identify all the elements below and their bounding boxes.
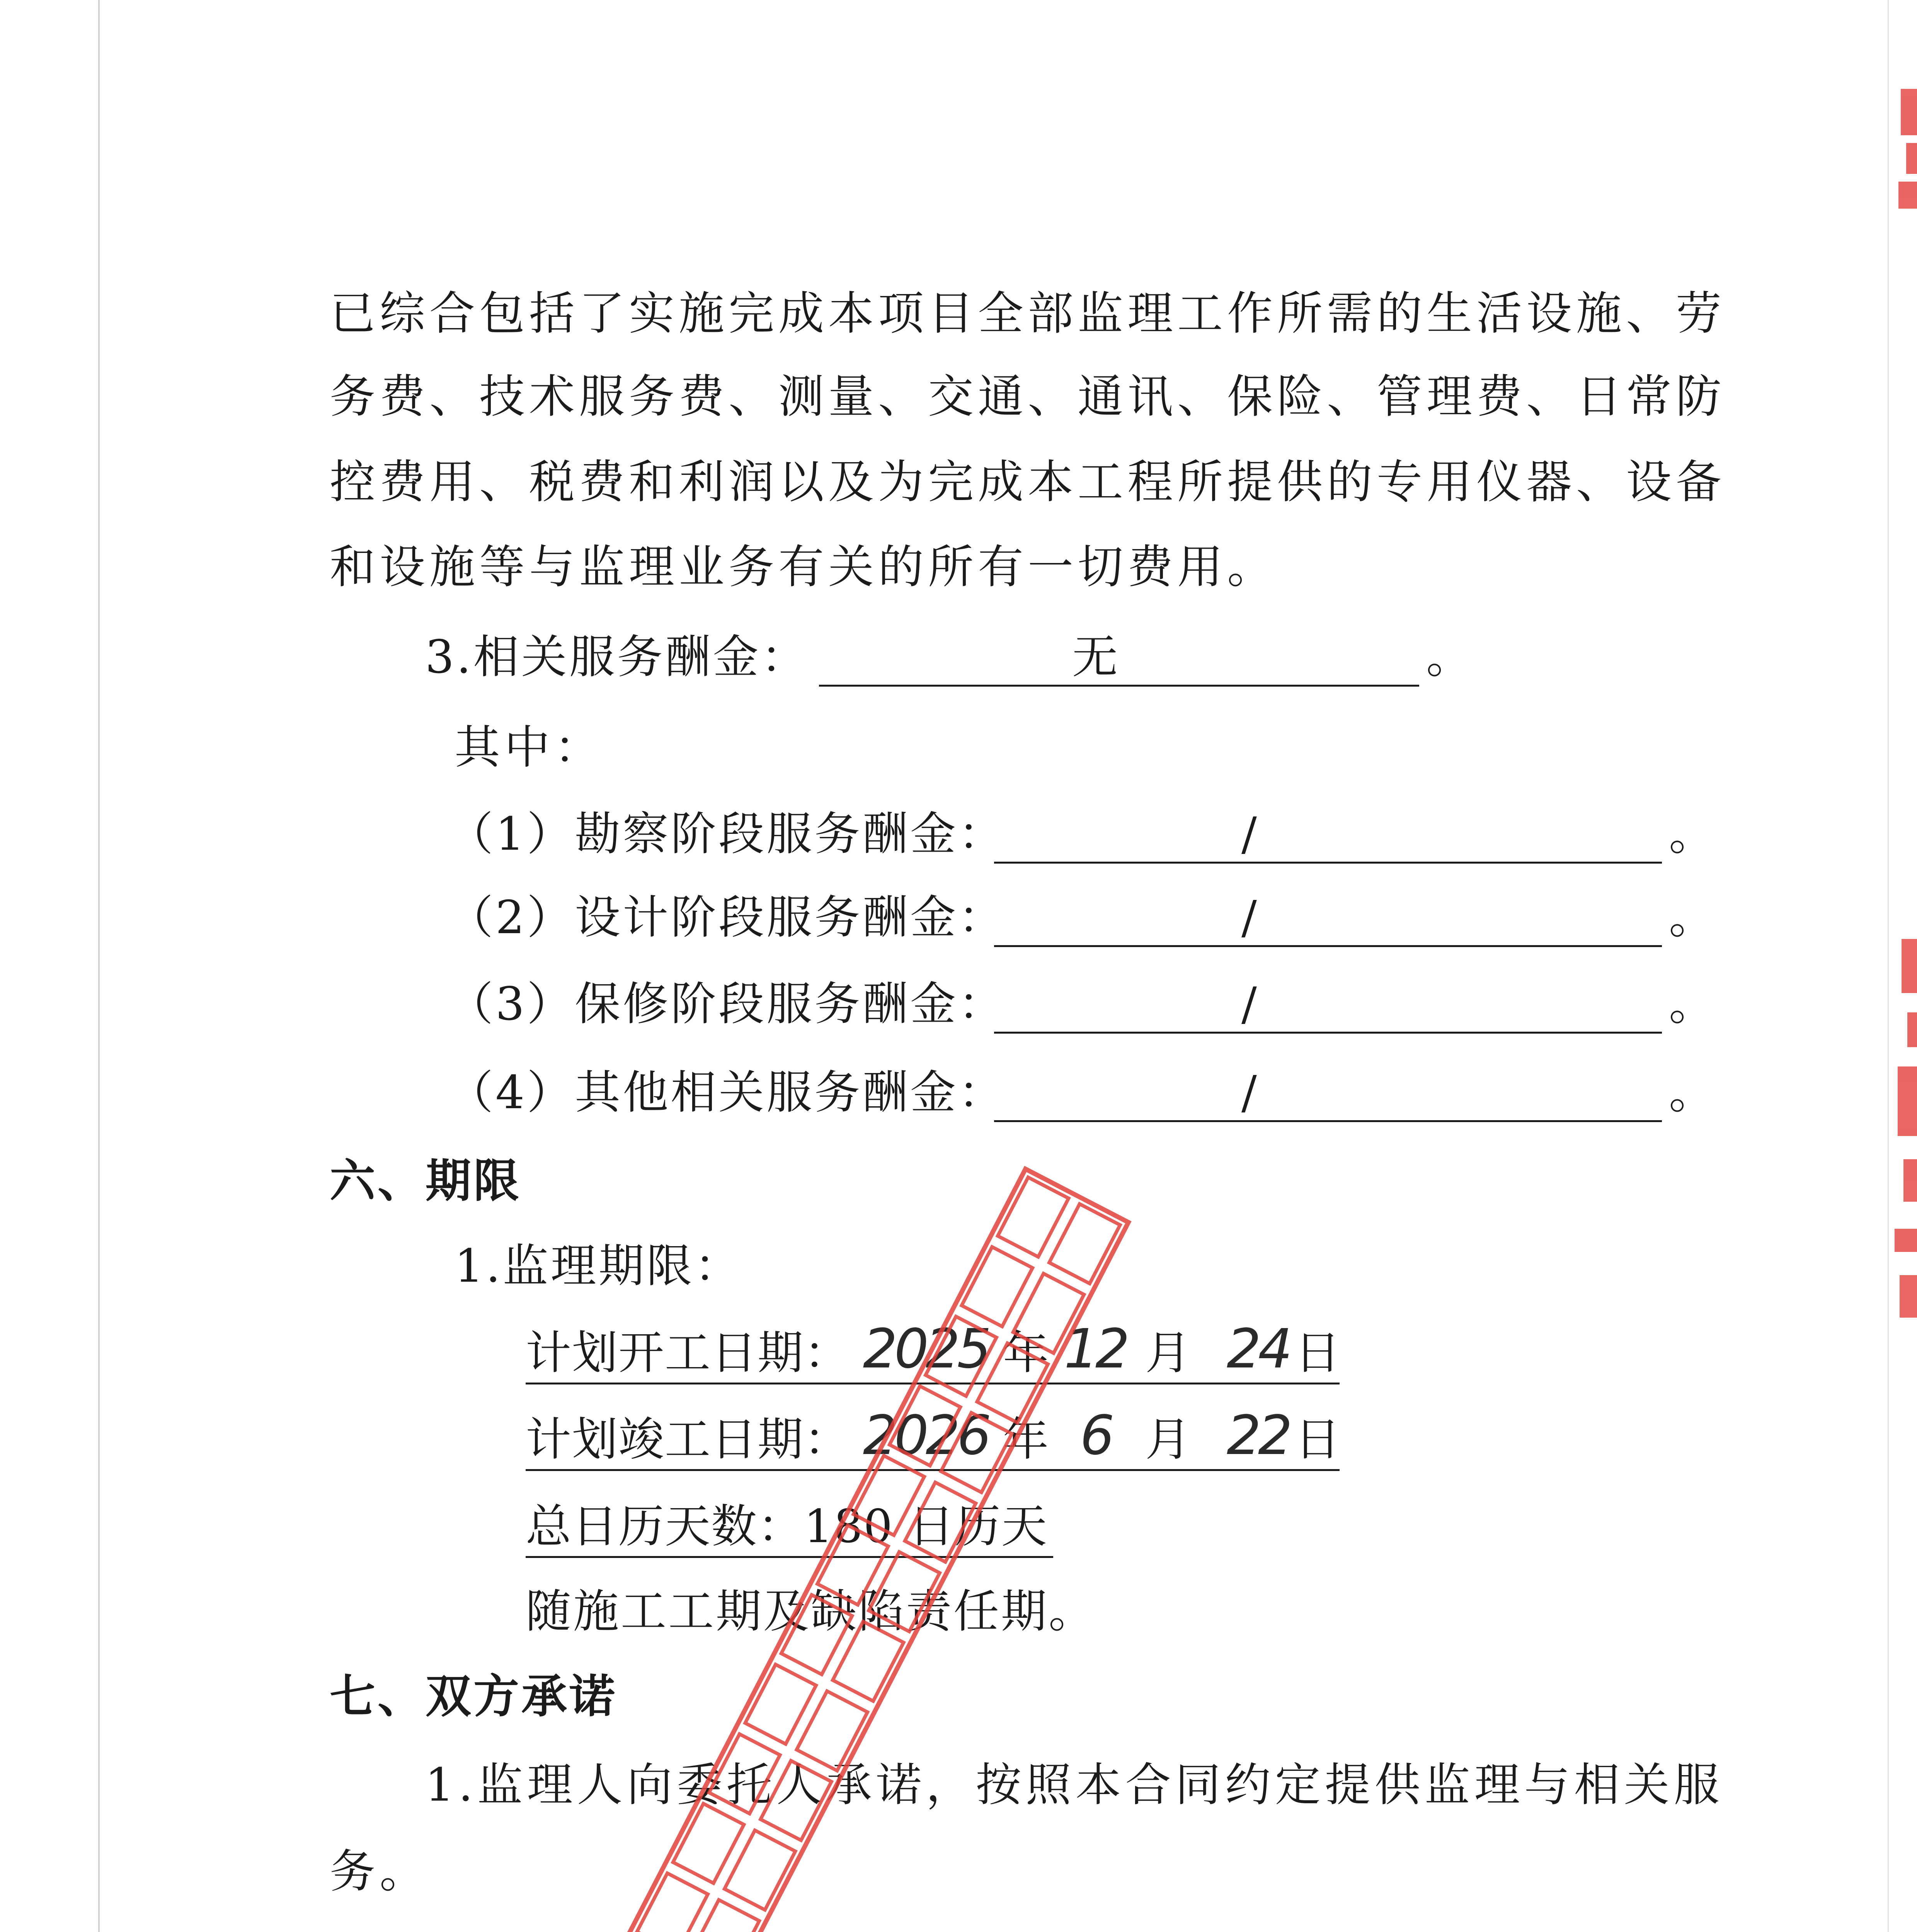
edge-seal-fragment-top: [1898, 89, 1917, 209]
day-unit: 日: [1295, 1326, 1341, 1379]
body-line-3: 控费用、税费和利润以及为完成本工程所提供的专用仪器、设备: [330, 455, 1726, 509]
stamp-cell: [725, 1830, 795, 1910]
stamp-cell: [688, 1900, 759, 1932]
fee-row-design: [448, 891, 1715, 954]
fee-end-mark: 。: [1669, 1066, 1715, 1119]
month-unit: 月: [1145, 1326, 1191, 1379]
planned-start-day: 24: [1226, 1318, 1290, 1381]
total-days-text: 总日历天数：180 日历天: [526, 1500, 1048, 1553]
stamp-cell: [637, 1873, 708, 1932]
stamp-cell: [745, 1665, 816, 1744]
planned-start-label: 计划开工日期：: [526, 1326, 851, 1379]
section-7-heading: 七、双方承诺: [330, 1670, 618, 1723]
related-fee-row: [425, 630, 1472, 694]
section-6-heading: 六、期限: [330, 1154, 522, 1208]
fee-end-mark: 。: [1669, 977, 1715, 1031]
seal-mark: [1907, 1012, 1917, 1047]
planned-end-row: [526, 1404, 1345, 1476]
commitment-1-line-1: 1.监理人向委托人承诺，按照本合同约定提供监理与相关服: [425, 1758, 1724, 1811]
term-note: 随施工工期及缺陷责任期。: [526, 1585, 1096, 1638]
total-days-underline: [526, 1556, 1053, 1558]
planned-end-month: 6: [1080, 1404, 1112, 1467]
scan-edge-left: [98, 0, 100, 1932]
fee-value: /: [994, 979, 1662, 1034]
planned-end-underline: [526, 1469, 1340, 1471]
day-unit: 日: [1295, 1413, 1341, 1466]
fee-label: （1）勘察阶段服务酬金：: [448, 807, 1006, 861]
stamp-cell: [673, 1804, 744, 1883]
year-unit: 年: [1003, 1413, 1049, 1466]
planned-end-day: 22: [1226, 1404, 1290, 1467]
seal-mark: [1898, 182, 1917, 209]
body-line-2: 务费、技术服务费、测量、交通、通讯、保险、管理费、日常防: [330, 370, 1726, 423]
planned-start-row: [526, 1318, 1345, 1389]
of-which-label: 其中：: [455, 721, 604, 774]
planned-start-year: 2025: [863, 1318, 989, 1381]
month-unit: 月: [1145, 1413, 1191, 1466]
seal-mark: [1906, 143, 1917, 174]
edge-seal-fragment-middle: [1895, 939, 1917, 1318]
stamp-cell: [998, 1177, 1069, 1257]
stamp-cell: [1049, 1204, 1120, 1284]
fee-end-mark: 。: [1669, 891, 1715, 944]
fee-label: （3）保修阶段服务酬金：: [448, 977, 1006, 1031]
related-fee-end-mark: 。: [1426, 630, 1472, 684]
total-days-row: [526, 1501, 1059, 1563]
scan-edge-right: [1888, 0, 1889, 1932]
seal-mark: [1898, 1066, 1917, 1136]
related-fee-value: 无: [819, 632, 1419, 687]
body-line-1: 已综合包括了实施完成本项目全部监理工作所需的生活设施、劳: [330, 287, 1726, 340]
commitment-1-line-2: 务。: [330, 1845, 430, 1898]
fee-row-survey: [448, 807, 1715, 871]
planned-start-underline: [526, 1383, 1340, 1384]
seal-mark: [1895, 1229, 1917, 1252]
body-line-4: 和设施等与监理业务有关的所有一切费用。: [330, 540, 1277, 594]
fee-row-other: [448, 1066, 1715, 1129]
seal-mark: [1901, 89, 1917, 135]
planned-end-year: 2026: [863, 1404, 989, 1467]
fee-value: /: [994, 1067, 1662, 1122]
fee-label: （2）设计阶段服务酬金：: [448, 891, 1006, 944]
stamp-cell: [962, 1247, 1032, 1327]
related-fee-label: 3.相关服务酬金：: [425, 630, 809, 684]
fee-end-mark: 。: [1669, 807, 1715, 861]
seal-mark: [1903, 1159, 1917, 1202]
seal-mark: [1900, 1275, 1917, 1318]
fee-row-warranty: [448, 977, 1715, 1041]
planned-start-month: 12: [1064, 1318, 1127, 1381]
planned-end-label: 计划竣工日期：: [526, 1413, 851, 1466]
seal-mark: [1902, 939, 1917, 993]
year-unit: 年: [1003, 1326, 1049, 1379]
fee-value: /: [994, 892, 1662, 947]
fee-value: /: [994, 809, 1662, 864]
fee-label: （4）其他相关服务酬金：: [448, 1066, 1006, 1119]
supervision-term-label: 1.监理期限：: [455, 1239, 742, 1293]
